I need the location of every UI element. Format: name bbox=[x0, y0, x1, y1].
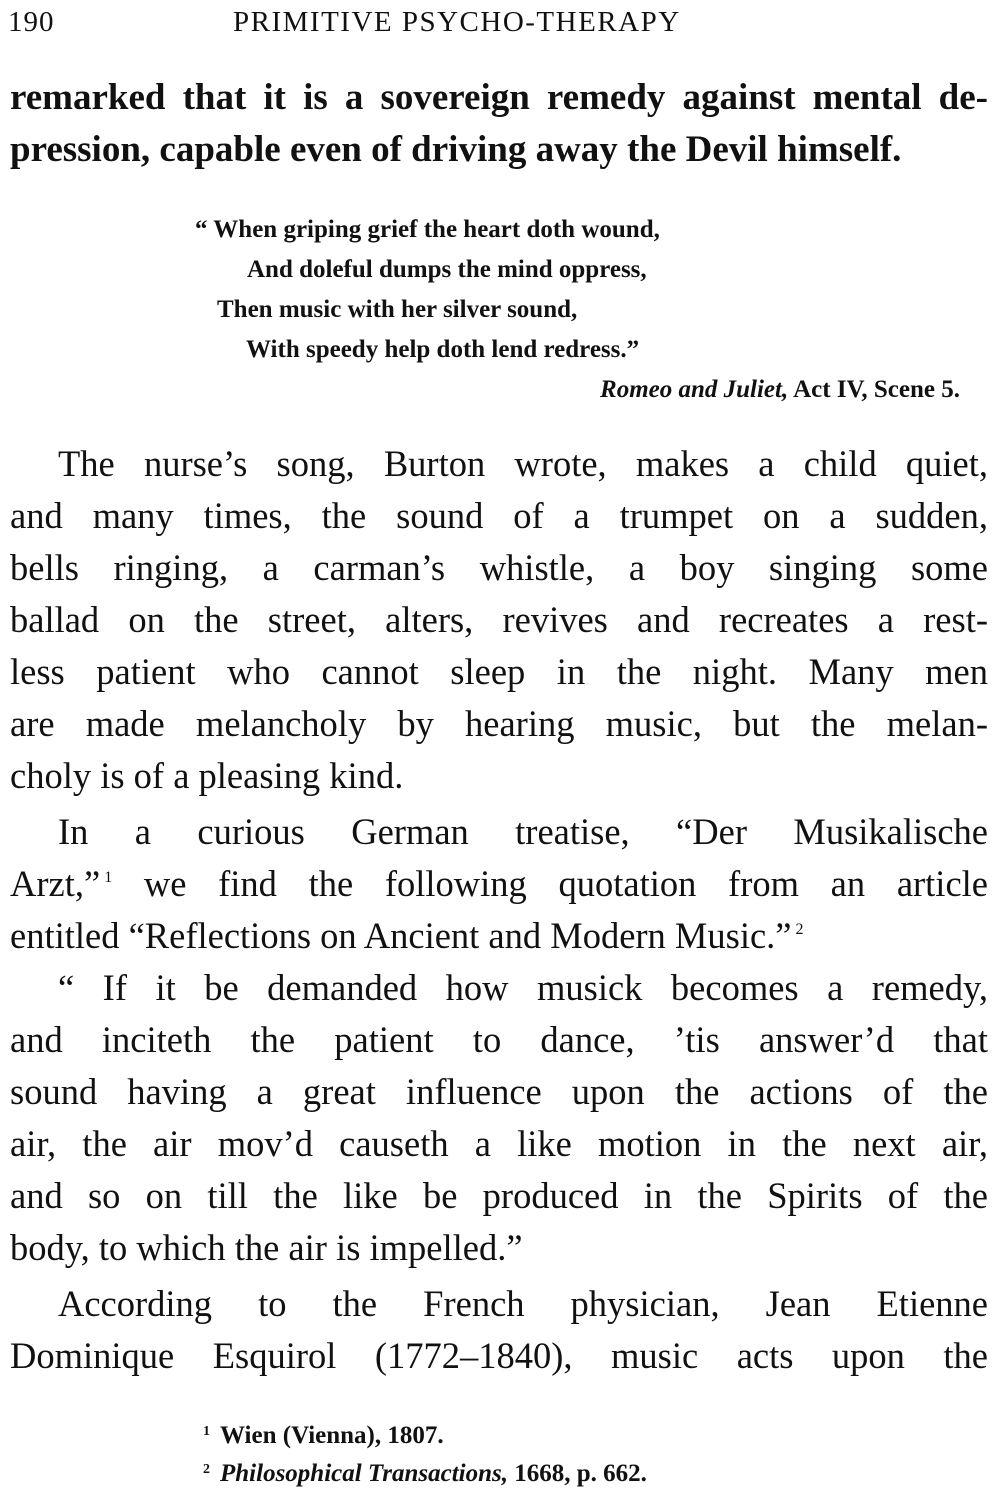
footnote bbox=[203, 1460, 647, 1488]
footnote bbox=[203, 1422, 444, 1450]
paragraph-line: Dominique Esquirol (1772–1840), music acts upon the bbox=[10, 1335, 988, 1376]
footnote-mark: 1 bbox=[203, 1424, 210, 1439]
paragraph-line bbox=[10, 914, 988, 957]
verse-line: Then music with her silver sound, bbox=[217, 296, 578, 323]
attribution-act-scene: Act IV, Scene 5. bbox=[788, 376, 960, 403]
line-text: entitled “Reflections on Ancient and Modern Music.” bbox=[10, 915, 792, 956]
paragraph-line: sound having a great influence upon the actions of the bbox=[10, 1071, 988, 1112]
paragraph-line: choly is of a pleasing kind. bbox=[10, 755, 404, 796]
paragraph-line: According to the French physician, Jean Etienne bbox=[58, 1283, 988, 1324]
footnote-text: 1668, p. 662. bbox=[508, 1460, 647, 1487]
paragraph-line bbox=[10, 862, 988, 905]
intro-line: pression, capable even of driving away the Devil himself. bbox=[10, 129, 902, 170]
paragraph-line: and many times, the sound of a trumpet on a sudden, bbox=[10, 495, 988, 536]
footnote-ref: 2 bbox=[795, 921, 804, 938]
footnote-text: Wien (Vienna), 1807. bbox=[220, 1422, 444, 1449]
running-head bbox=[8, 6, 990, 42]
running-title: PRIMITIVE PSYCHO-THERAPY bbox=[233, 6, 681, 38]
line-text: we find the following quotation from an article bbox=[112, 863, 988, 904]
paragraph-line: The nurse’s song, Burton wrote, makes a child quiet, bbox=[58, 443, 988, 484]
verse-line: With speedy help doth lend redress.” bbox=[246, 336, 640, 363]
paragraph-line: ballad on the street, alters, revives and recreates a rest- bbox=[10, 599, 988, 640]
verse-attribution bbox=[600, 376, 960, 404]
intro-line: remarked that it is a sovereign remedy against mental de- bbox=[10, 77, 988, 118]
verse-line: “ When griping grief the heart doth wound, bbox=[195, 216, 660, 243]
paragraph-line: air, the air mov’d causeth a like motion in the next air, bbox=[10, 1123, 988, 1164]
verse-line: And doleful dumps the mind oppress, bbox=[247, 256, 647, 283]
paragraph-line: bells ringing, a carman’s whistle, a boy singing some bbox=[10, 547, 988, 588]
paragraph-line: are made melancholy by hearing music, but the melan- bbox=[10, 703, 988, 744]
footnote-ref: 1 bbox=[104, 869, 113, 886]
paragraph-line: and inciteth the patient to dance, ’tis answer’d that bbox=[10, 1019, 988, 1060]
page-number: 190 bbox=[8, 6, 55, 38]
paragraph-line: and so on till the like be produced in the Spirits of the bbox=[10, 1175, 988, 1216]
paragraph-line: less patient who cannot sleep in the night. Many men bbox=[10, 651, 988, 692]
paragraph-line: body, to which the air is impelled.” bbox=[10, 1227, 523, 1268]
attribution-title: Romeo and Juliet, bbox=[600, 376, 789, 403]
paragraph-line: “ If it be demanded how musick becomes a remedy, bbox=[58, 967, 988, 1008]
footnote-mark: 2 bbox=[203, 1462, 210, 1477]
paragraph-line: In a curious German treatise, “Der Musikalische bbox=[58, 811, 988, 852]
footnote-italic: Philosophical Transactions, bbox=[220, 1460, 509, 1487]
quoted-title: Arzt,” bbox=[10, 863, 101, 904]
